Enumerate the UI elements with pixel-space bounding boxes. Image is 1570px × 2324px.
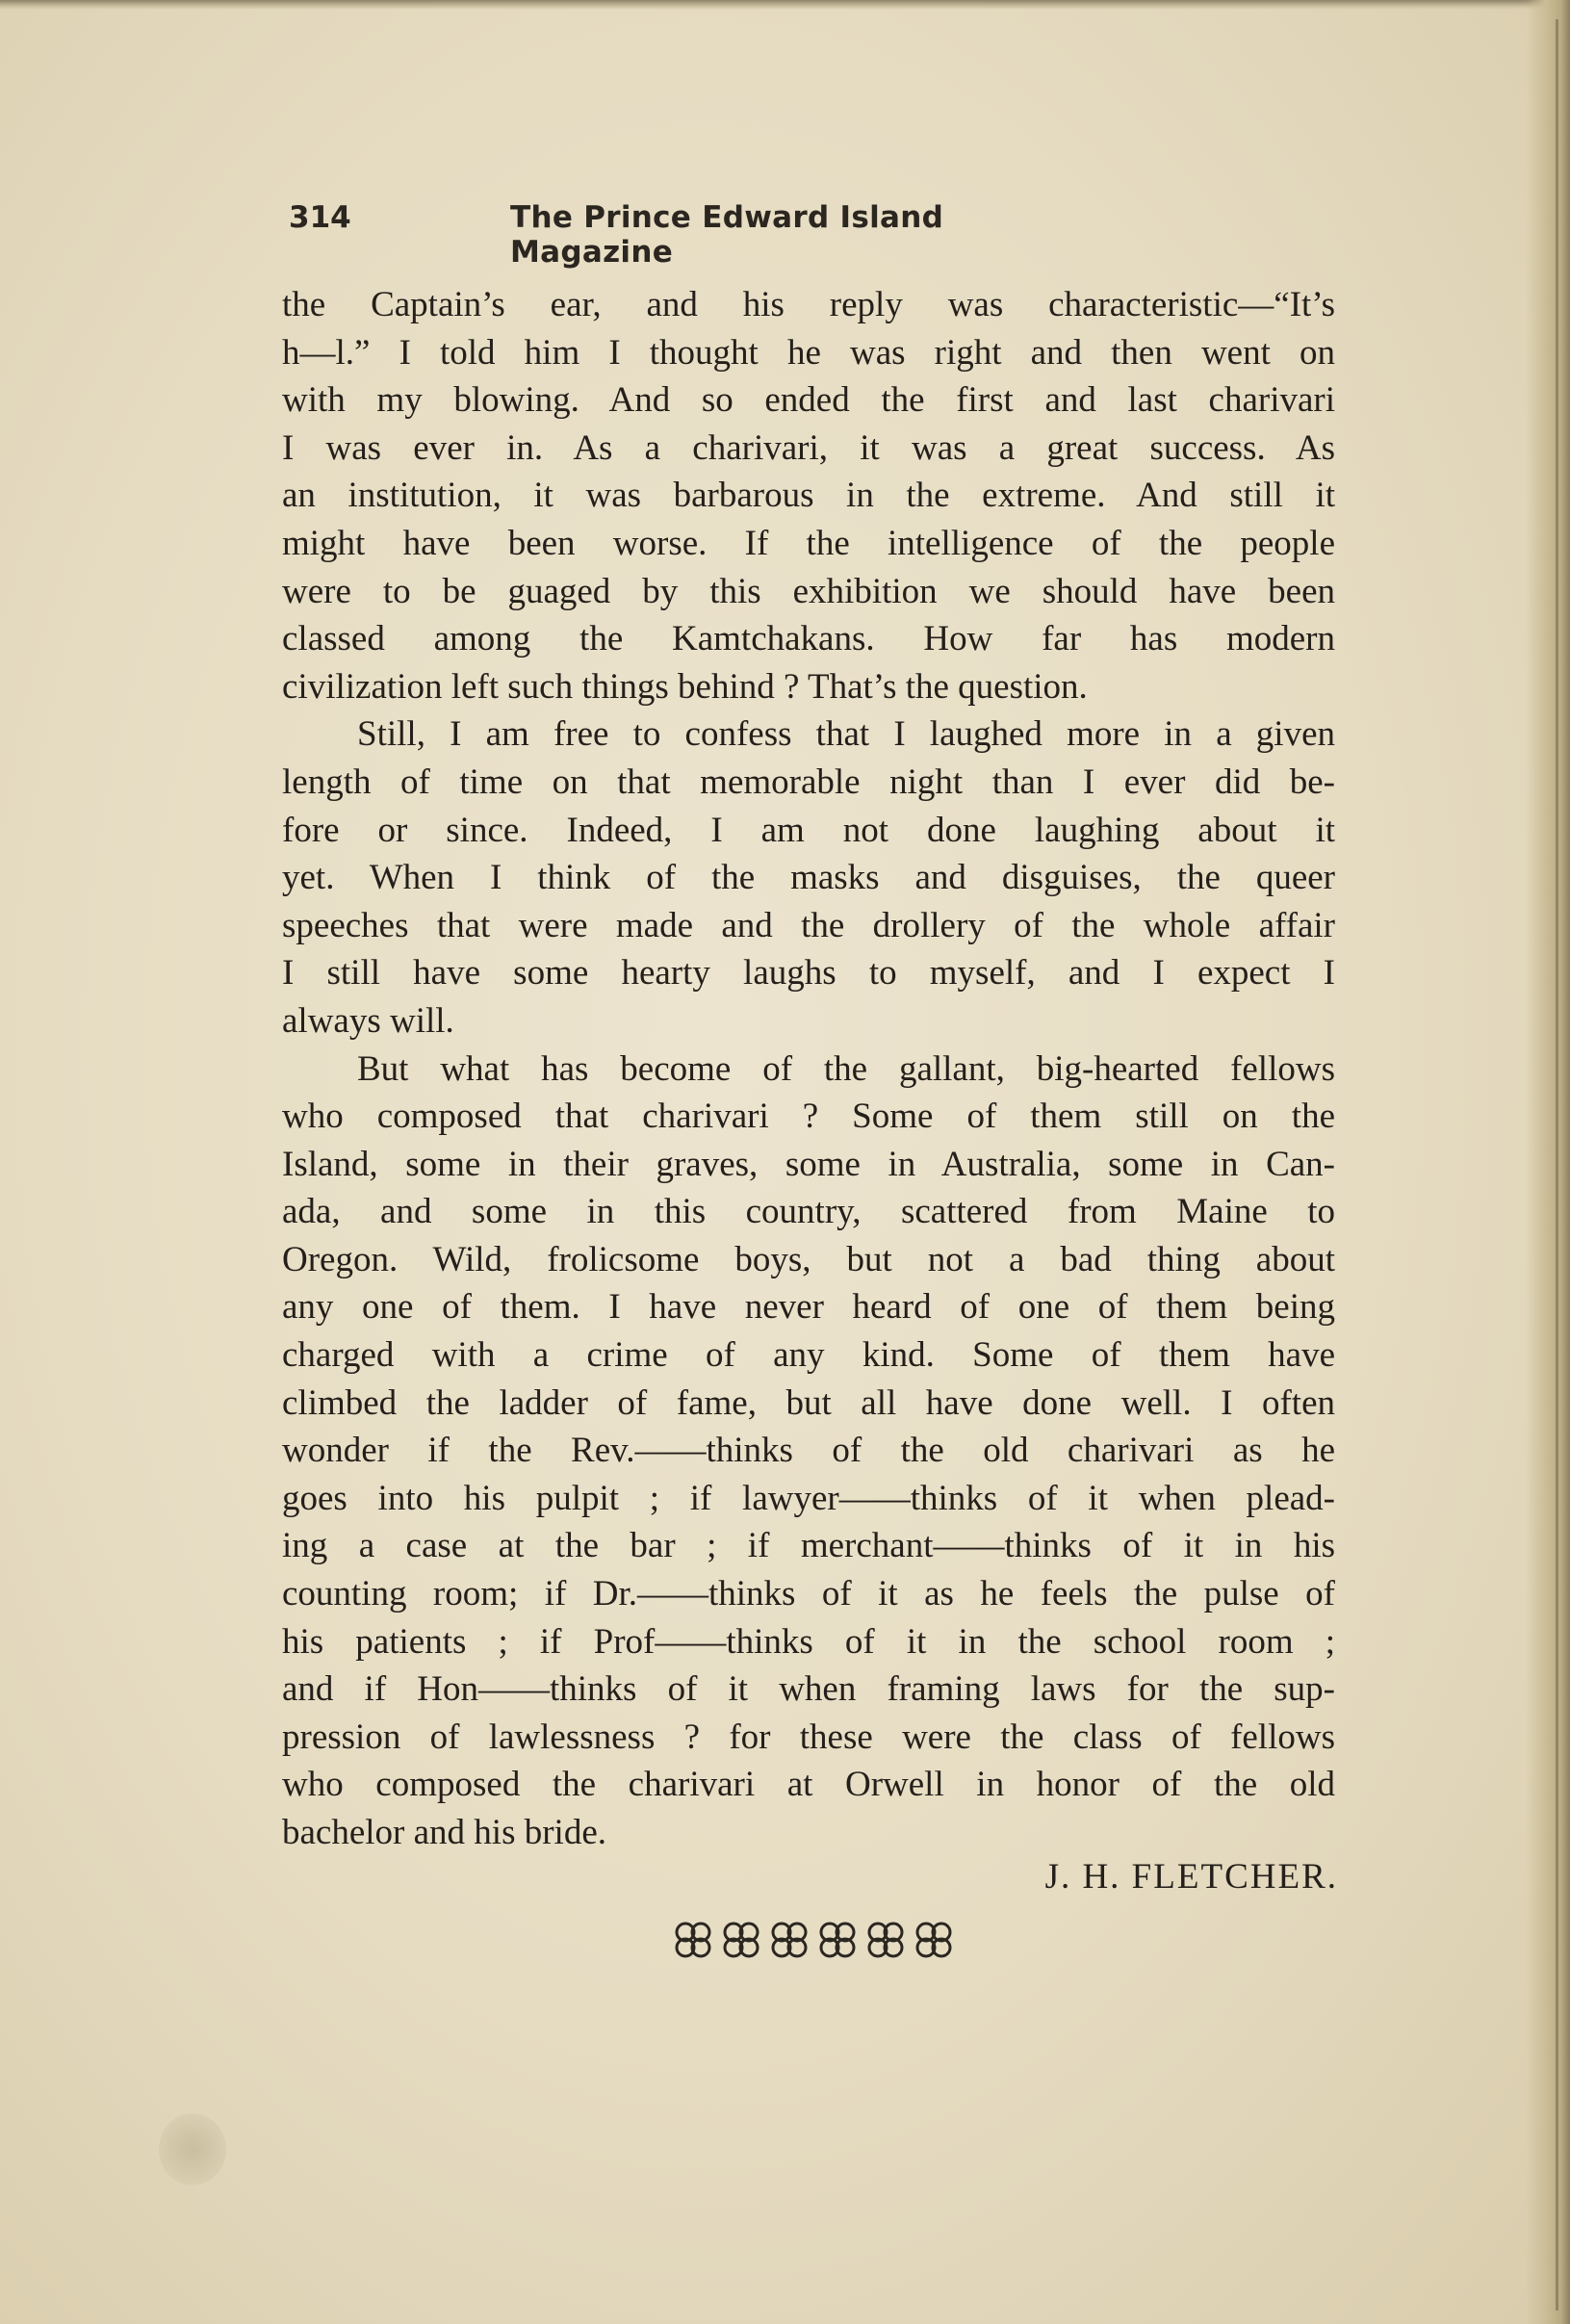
text-line: goes into his pulpit ; if lawyer——thinks of it when plead- — [282, 1478, 1335, 1518]
page-binding-edge — [1526, 0, 1570, 2324]
text-line: his patients ; if Prof——thinks of it in the school room ; — [282, 1621, 1335, 1662]
text-line: were to be guaged by this exhibition we should have been — [282, 571, 1335, 611]
text-line: ing a case at the bar ; if merchant——thinks of it in his — [282, 1526, 1335, 1566]
text-line: h—l.” I told him I thought he was right and then went on — [282, 332, 1335, 373]
text-line: Oregon. Wild, frolicsome boys, but not a bad thing about — [282, 1239, 1335, 1279]
page-top-edge — [0, 0, 1570, 10]
page-number: 314 — [289, 200, 351, 235]
text-line: any one of them. I have never heard of one of them being — [282, 1287, 1335, 1328]
text-line: bachelor and his bride. — [282, 1813, 606, 1852]
text-line: civilization left such things behind ? That’s the question. — [282, 666, 1088, 707]
running-title: The Prince Edward Island Magazine — [510, 200, 944, 270]
binding-shadow — [1556, 19, 1558, 2311]
paper-stain — [159, 2113, 226, 2185]
text-line: charged with a crime of any kind. Some of them have — [282, 1335, 1335, 1376]
text-line: climbed the ladder of fame, but all have done well. I often — [282, 1382, 1335, 1423]
text-line: always will. — [282, 1000, 454, 1041]
text-line: fore or since. Indeed, I am not done laughing about it — [282, 810, 1335, 850]
text-line: classed among the Kamtchakans. How far has modern — [282, 619, 1335, 659]
text-line: wonder if the Rev.——thinks of the old charivari as he — [282, 1431, 1335, 1471]
text-line: who composed that charivari ? Some of them still on the — [282, 1097, 1335, 1137]
running-header — [289, 200, 1117, 270]
text-line: length of time on that memorable night than I ever did be- — [282, 762, 1335, 802]
text-line: counting room; if Dr.——thinks of it as he feels the pulse of — [282, 1574, 1335, 1614]
text-line: Island, some in their graves, some in Australia, some in Can- — [282, 1144, 1335, 1184]
text-line: I still have some hearty laughs to myself, and I expect I — [282, 953, 1335, 994]
text-line: speeches that were made and the drollery of the whole affair — [282, 905, 1335, 945]
text-line: I was ever in. As a charivari, it was a great success. As — [282, 427, 1335, 468]
author-signature: J. H. FLETCHER. — [1044, 1857, 1338, 1897]
text-line: with my blowing. And so ended the first and last charivari — [282, 380, 1335, 421]
text-line: might have been worse. If the intelligence of the people — [282, 523, 1335, 563]
text-line: But what has become of the gallant, big-hearted fellows — [357, 1048, 1335, 1089]
ornament-icon — [669, 1916, 958, 1964]
text-line: and if Hon——thinks of it when framing laws for the sup- — [282, 1669, 1335, 1710]
text-line: yet. When I think of the masks and disguises, the queer — [282, 858, 1335, 898]
article-body — [282, 281, 1335, 1857]
text-line: ada, and some in this country, scattered from Maine to — [282, 1192, 1335, 1232]
text-line: the Captain’s ear, and his reply was characteristic—“It’s — [282, 285, 1335, 324]
text-line: pression of lawlessness ? for these were the class of fellows — [282, 1717, 1335, 1757]
text-line: Still, I am free to confess that I laughed more in a given — [357, 714, 1335, 755]
text-line: an institution, it was barbarous in the extreme. And still it — [282, 476, 1335, 516]
text-line: who composed the charivari at Orwell in honor of the old — [282, 1765, 1335, 1805]
